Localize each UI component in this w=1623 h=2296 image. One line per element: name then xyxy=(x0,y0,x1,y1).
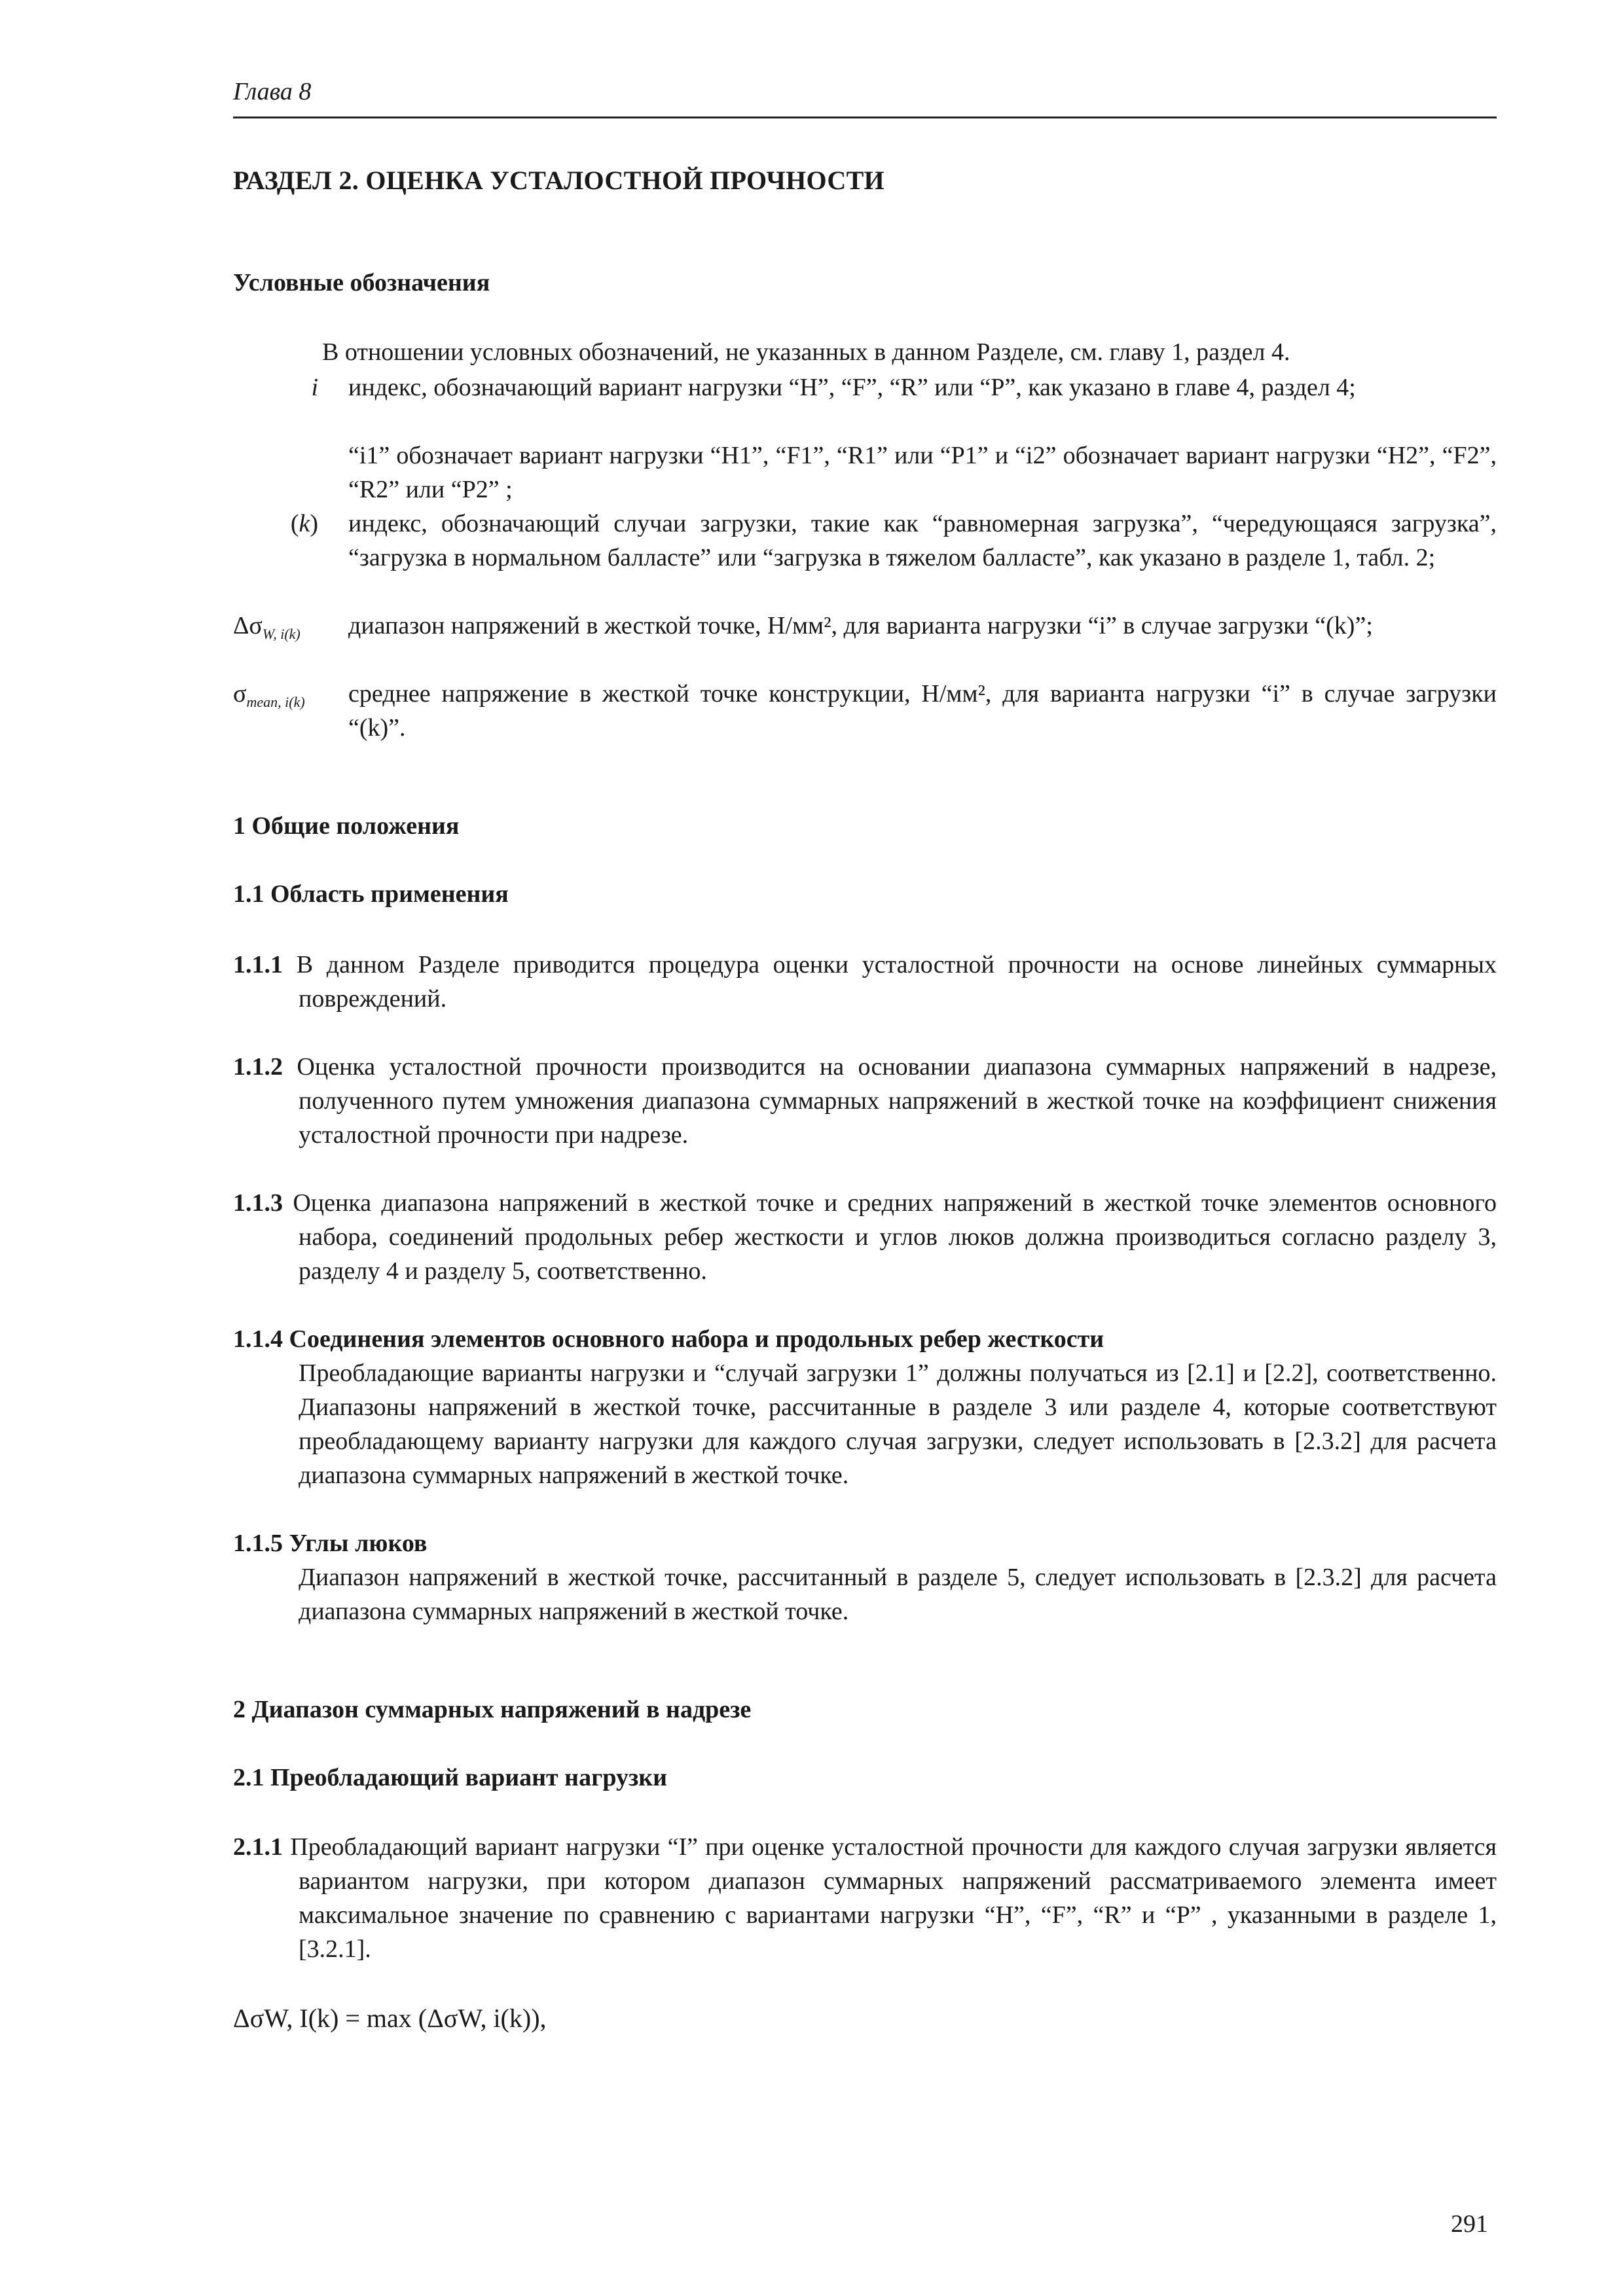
notation-symbol-sigma-mean: $\sigma_{mean, i(k)}$ xyxy=(233,680,305,710)
clause-text: Диапазон напряжений в жесткой точке, рассчитанный в разделе 5, следует использовать в [2.3.2] для расчета диапазона суммарных напряжений в жесткой точке. xyxy=(299,1564,1497,1625)
clause-1-1-2 xyxy=(233,1050,1497,1152)
page-number: 291 xyxy=(1451,2210,1488,2238)
section2-1-heading: 2.1 Преобладающий вариант нагрузки xyxy=(233,1764,668,1791)
clause-number: 1.1.5 xyxy=(233,1530,283,1557)
clause-title: Углы люков xyxy=(289,1530,428,1557)
clause-number: 1.1.1 xyxy=(233,951,283,978)
section2-heading: 2 Диапазон суммарных напряжений в надрезе xyxy=(233,1696,752,1723)
clause-1-1-5 xyxy=(233,1526,1497,1628)
clause-text: В данном Разделе приводится процедура оценки усталостной прочности на основе линейных суммарных повреждений. xyxy=(296,951,1497,1013)
clause-1-1-3 xyxy=(233,1186,1497,1288)
notation-symbol-k: (k) xyxy=(290,510,318,537)
notation-text-i-variants: “i1” обозначает вариант нагрузки “H1”, “F1”, “R1” или “P1” и “i2” обозначает вариант нагрузки “H2”, “F2”, “R2” или “P2” ; xyxy=(348,442,1497,503)
section1-1-heading: 1.1 Область применения xyxy=(233,880,509,908)
notation-symbol-i: i xyxy=(311,374,318,401)
clause-2-1-1 xyxy=(233,1830,1497,1966)
clause-text: Преобладающие варианты нагрузки и “случай загрузки 1” должны получаться из [2.1] и [2.2], соответственно. Диапазоны напряжений в жесткой точке, рассчитанные в разделе 3 или разделе 4, которые соответствуют преобладающему варианту нагрузки для каждого случая загрузки, следует использовать в [2.3.2] для расчета диапазона суммарных напряжений в жесткой точке. xyxy=(299,1359,1497,1489)
section-title: РАЗДЕЛ 2. ОЦЕНКА УСТАЛОСТНОЙ ПРОЧНОСТИ xyxy=(233,166,884,195)
clause-number: 1.1.3 xyxy=(233,1189,283,1217)
notation-symbol-delta-sigma: $\Delta\sigma_{W, i(k)}$ xyxy=(233,612,301,642)
clause-number: 1.1.2 xyxy=(233,1053,283,1081)
notation-text-i: индекс, обозначающий вариант нагрузки “H”, “F”, “R” или “P”, как указано в главе 4, раздел 4; xyxy=(348,374,1356,401)
notation-text-delta-sigma: диапазон напряжений в жесткой точке, Н/мм², для варианта нагрузки “i” в случае загрузки “(k)”; xyxy=(348,612,1373,639)
formula-text: ΔσW, I(k) = max (ΔσW, i(k)), xyxy=(233,2003,547,2033)
clause-1-1-1 xyxy=(233,948,1497,1016)
notation-heading: Условные обозначения xyxy=(233,269,490,296)
running-header xyxy=(233,77,1497,118)
clause-text: Оценка усталостной прочности производится на основании диапазона суммарных напряжений в надрезе, полученного путем умножения диапазона суммарных напряжений в жесткой точке на коэффициент снижения усталостной прочности при надрезе. xyxy=(297,1053,1497,1149)
clause-number: 2.1.1 xyxy=(233,1833,283,1861)
notation-text-sigma-mean: среднее напряжение в жесткой точке конструкции, Н/мм², для варианта нагрузки “i” в случае загрузки “(k)”. xyxy=(348,680,1497,742)
chapter-label: Глава 8 xyxy=(233,78,312,105)
notation-intro: В отношении условных обозначений, не указанных в данном Разделе, см. главу 1, раздел 4. xyxy=(322,338,1290,366)
max-formula xyxy=(233,2003,547,2034)
clause-text: Преобладающий вариант нагрузки “I” при оценке усталостной прочности для каждого случая загрузки является вариантом нагрузки, при котором диапазон суммарных напряжений рассматриваемого элемента имеет максимальное значение по сравнению с вариантами нагрузки “H”, “F”, “R” и “P” , указанными в разделе 1, [3.2.1]. xyxy=(290,1833,1497,1963)
clause-text: Оценка диапазона напряжений в жесткой точке и средних напряжений в жесткой точке элементов основного набора, соединений продольных ребер жесткости и углов люков должна производиться согласно разделу 3, разделу 4 и разделу 5, соответственно. xyxy=(293,1189,1497,1285)
notation-text-k: индекс, обозначающий случаи загрузки, такие как “равномерная загрузка”, “чередующаяся загрузка”, “загрузка в нормальном балласте” или “загрузка в тяжелом балласте”, как указано в разделе 1, табл. 2; xyxy=(348,510,1497,571)
clause-number: 1.1.4 xyxy=(233,1325,283,1353)
clause-title: Соединения элементов основного набора и продольных ребер жесткости xyxy=(289,1325,1104,1353)
section1-heading: 1 Общие положения xyxy=(233,812,460,840)
clause-1-1-4 xyxy=(233,1322,1497,1492)
